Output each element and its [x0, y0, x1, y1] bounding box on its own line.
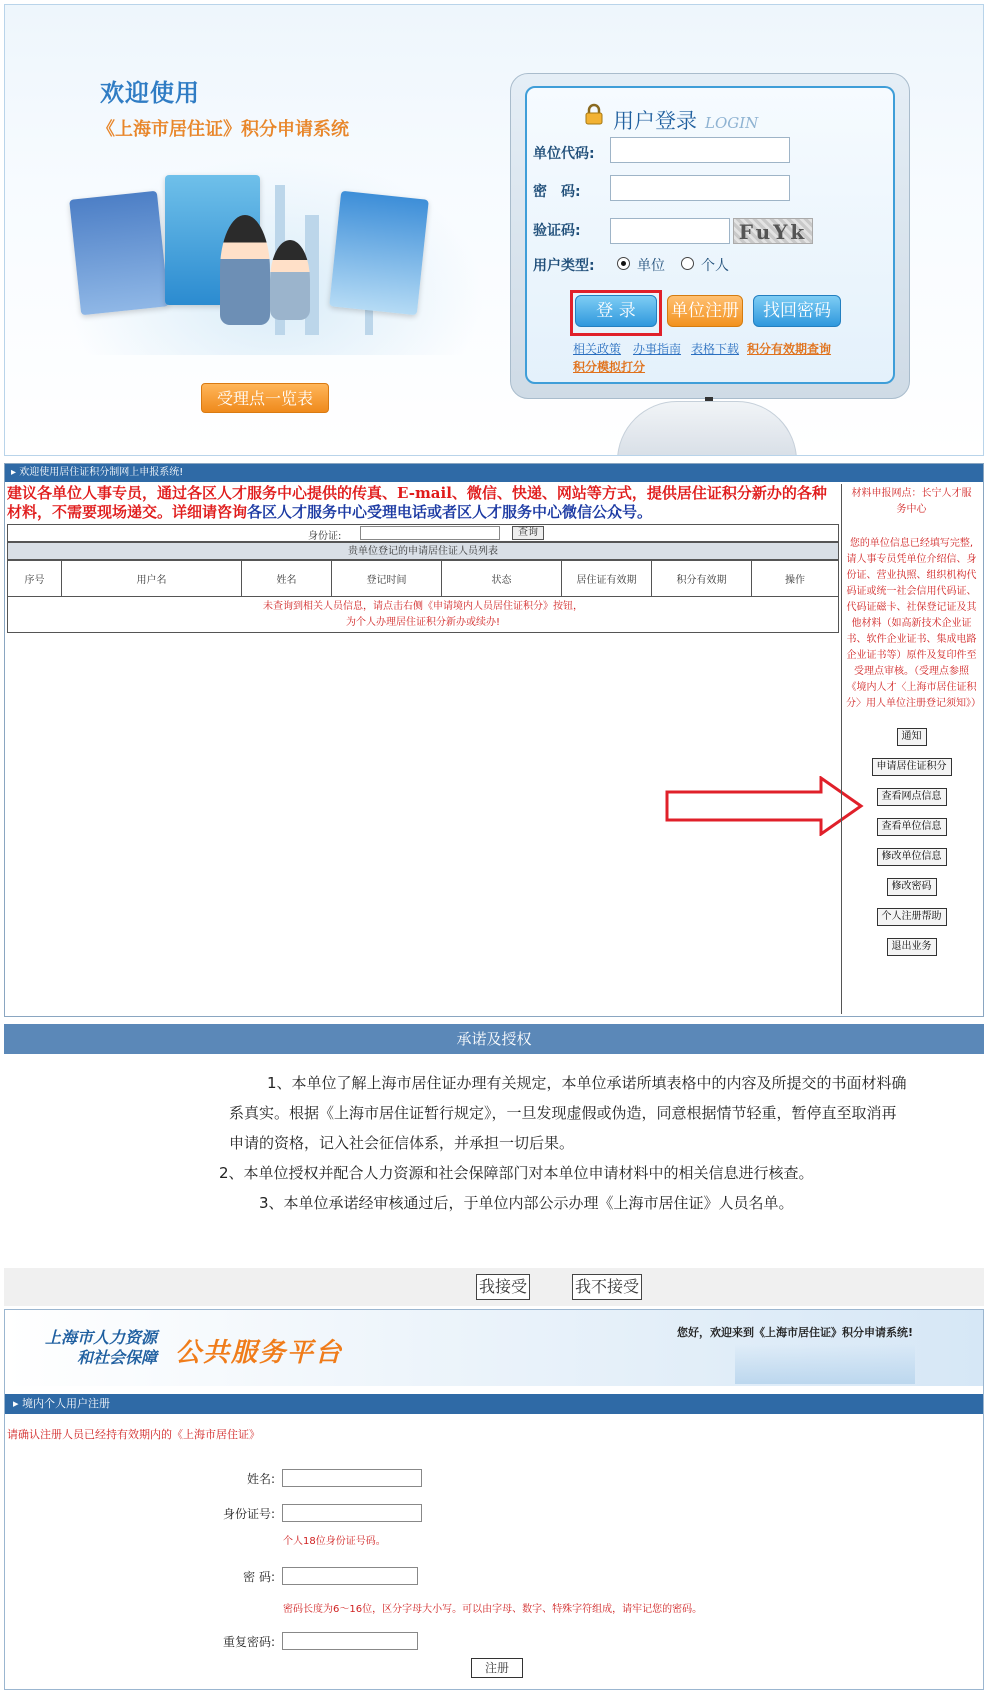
agreement-text [219, 1068, 909, 1218]
user-type-unit-label: 单位 [637, 258, 665, 274]
reg-password-label: 密 码: [243, 1570, 275, 1584]
side-personal-help-button[interactable]: 个人注册帮助 [877, 908, 947, 926]
col-index: 序号 [8, 561, 62, 597]
registration-note: 请确认注册人员已经持有效期内的《上海市居住证》 [7, 1428, 260, 1441]
unit-code-input[interactable] [610, 137, 790, 163]
org-name [45, 1328, 157, 1368]
side-view-branch-button[interactable]: 查看网点信息 [877, 788, 947, 806]
unit-code-label: 单位代码: [533, 146, 595, 162]
register-submit-button[interactable]: 注册 [471, 1658, 523, 1678]
table-empty-row [8, 597, 839, 633]
reg-id-hint: 个人18位身份证号码。 [283, 1536, 386, 1547]
side-point: 材料申报网点：长宁人才服务中心 [851, 488, 972, 515]
org-name-line2: 和社会保障 [77, 1348, 158, 1367]
agreement-item-1: 1、本单位了解上海市居住证办理有关规定，本单位承诺所填表格中的内容及所提交的书面材料确系真实。根据《上海市居住证暂行规定》，一旦发现虚假或伪造，同意根据情节轻重，暂停直至取消再申请的资格，记入社会征信体系，并承担一切后果。 [229, 1074, 907, 1152]
list-title: 贵单位登记的申请居住证人员列表 [7, 542, 839, 560]
side-logout-button[interactable]: 退出业务 [887, 938, 937, 956]
reg-password-hint: 密码长度为6～16位，区分字母大小写。可以由字母、数字、特殊字符组成，请牢记您的密码。 [283, 1604, 703, 1615]
side-apply-score-button[interactable]: 申请居住证积分 [872, 758, 952, 776]
org-name-line1: 上海市人力资源 [45, 1328, 158, 1347]
id-search-label: 身份证: [308, 531, 342, 542]
reg-name-label: 姓名: [246, 1472, 275, 1486]
col-name: 姓名 [242, 561, 332, 597]
empty-message [8, 597, 839, 633]
recover-password-button[interactable]: 找回密码 [753, 295, 841, 327]
system-title-bar: ▸ 欢迎使用居住证积分制网上申报系统! [5, 464, 983, 482]
captcha-label: 验证码: [533, 223, 581, 239]
empty-line-1: 未查询到相关人员信息，请点击右侧《申请境内人员居住证积分》按钮， [263, 600, 583, 612]
side-view-unit-button[interactable]: 查看单位信息 [877, 818, 947, 836]
system-name: 《上海市居住证》积分申请系统 [97, 119, 349, 140]
search-button[interactable]: 查询 [512, 526, 544, 540]
arrow-pointer-icon [665, 776, 865, 836]
col-username: 用户名 [62, 561, 242, 597]
agreement-panel [4, 1024, 984, 1307]
accept-button[interactable]: 我接受 [476, 1274, 530, 1300]
document-panel-icon [329, 191, 429, 316]
agent-person-icon [220, 215, 270, 325]
user-type-label: 用户类型: [533, 258, 595, 274]
login-title-en: LOGIN [705, 114, 759, 132]
col-register-time: 登记时间 [332, 561, 442, 597]
unit-register-button[interactable]: 单位注册 [667, 295, 743, 327]
reg-repeat-input[interactable] [282, 1632, 418, 1650]
link-validity-query[interactable]: 积分有效期查询 [747, 342, 832, 356]
service-hall-list-button[interactable]: 受理点一览表 [201, 383, 329, 413]
reg-id-label: 身份证号: [222, 1507, 275, 1521]
side-edit-unit-button[interactable]: 修改单位信息 [877, 848, 947, 866]
col-residence-validity: 居住证有效期 [562, 561, 652, 597]
reg-id-input[interactable] [282, 1504, 422, 1522]
greeting-text: 您好，欢迎来到《上海市居住证》积分申请系统! [677, 1326, 914, 1339]
side-panel [841, 484, 981, 1014]
customer-service-illustration [65, 155, 485, 355]
login-title [613, 105, 758, 135]
city-skyline-icon [735, 1344, 915, 1384]
user-type-personal-label: 个人 [701, 258, 729, 274]
login-panel [4, 4, 984, 456]
notice-part1: 建议各单位人事专员，通过各区人才服务中心提供的传真、E-mail、微信、快递、网站等方式，提供居住证积分新办的各种材料，不需要现场递交。详细请咨询 [7, 484, 827, 521]
registration-panel [4, 1309, 984, 1690]
link-download[interactable]: 表格下载 [691, 342, 740, 356]
col-score-validity: 积分有效期 [652, 561, 752, 597]
col-status: 状态 [442, 561, 562, 597]
user-type-unit-radio[interactable] [617, 257, 630, 270]
monitor-stand [617, 401, 797, 456]
password-label: 密 码: [533, 184, 581, 200]
agent-person-icon [270, 240, 310, 320]
link-guide[interactable]: 办事指南 [633, 342, 682, 356]
decline-button[interactable]: 我不接受 [572, 1274, 642, 1300]
platform-header [5, 1310, 983, 1386]
id-search-input[interactable] [360, 526, 500, 540]
reg-repeat-label: 重复密码: [222, 1635, 275, 1649]
password-input[interactable] [610, 175, 790, 201]
side-info: 您的单位信息已经填写完整,请人事专员凭单位介绍信、身份证、营业执照、组织机构代码证或统一社会信用代码证、代码证磁卡、社保登记证及其他材料（如高新技术企业证书、软件企业证书、集成电路企业证书等）原件及复印件至受理点审核。（受理点参照《境内人才〈上海市居住证积分〉用人单位注册登记须知》） [846, 538, 981, 709]
user-type-personal-radio[interactable] [681, 257, 694, 270]
agreement-button-bar [4, 1268, 984, 1306]
notice-text [7, 484, 837, 522]
side-change-password-button[interactable]: 修改密码 [887, 878, 937, 896]
applicant-table [7, 560, 839, 633]
agreement-item-3: 3、本单位承诺经审核通过后，于单位内部公示办理《上海市居住证》人员名单。 [259, 1194, 794, 1212]
system-panel [4, 463, 984, 1017]
platform-name: 公共服务平台 [175, 1338, 344, 1368]
link-policy[interactable]: 相关政策 [573, 342, 622, 356]
notice-part2: 各区人才服务中心受理电话或者区人才服务中心微信公众号。 [247, 503, 653, 521]
screen-panel-icon [69, 191, 169, 316]
agreement-item-2: 2、本单位授权并配合人力资源和社会保障部门对本单位申请材料中的相关信息进行核查。 [219, 1164, 814, 1182]
side-notice-button[interactable]: 通知 [897, 728, 927, 746]
welcome-heading: 欢迎使用 [100, 79, 200, 107]
registration-title-bar: ▸ 境内个人用户注册 [5, 1394, 983, 1414]
link-score-simulation[interactable]: 积分模拟打分 [573, 360, 646, 374]
registration-title: 境内个人用户注册 [22, 1397, 111, 1410]
system-title: 欢迎使用居住证积分制网上申报系统! [19, 467, 184, 478]
agreement-title: 承诺及授权 [4, 1024, 984, 1054]
search-row [7, 524, 839, 542]
reg-name-input[interactable] [282, 1469, 422, 1487]
captcha-image[interactable]: FuYk [733, 218, 813, 244]
login-title-cn: 用户登录 [613, 109, 697, 133]
col-action: 操作 [752, 561, 839, 597]
empty-line-2: 为个人办理居住证积分新办或续办! [345, 616, 500, 628]
reg-password-input[interactable] [282, 1567, 418, 1585]
captcha-input[interactable] [610, 218, 730, 244]
table-header-row [8, 561, 839, 597]
lock-icon [583, 103, 605, 125]
login-button[interactable]: 登 录 [575, 295, 657, 327]
